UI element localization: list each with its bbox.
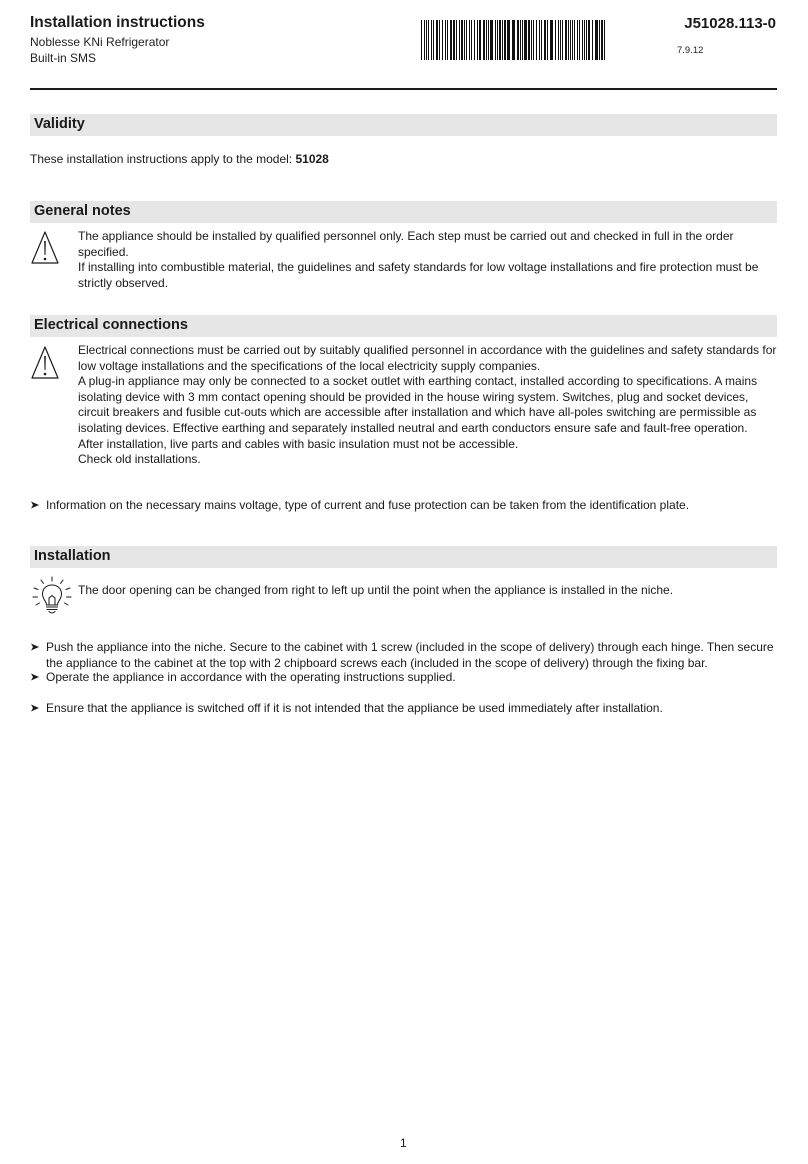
section-heading-validity bbox=[30, 114, 777, 136]
lightbulb-icon bbox=[30, 576, 74, 616]
bullet-text: Operate the appliance in accordance with the operating instructions supplied. bbox=[46, 670, 456, 684]
product-variant: Built-in SMS bbox=[30, 51, 97, 65]
validity-text bbox=[30, 152, 329, 168]
barcode bbox=[421, 20, 605, 60]
section-title: Validity bbox=[34, 116, 85, 132]
paragraph: The appliance should be installed by qualified personnel only. Each step must be carried out and checked in full in the order specified. bbox=[78, 229, 734, 259]
arrow-bullet-icon bbox=[30, 672, 40, 682]
header-divider bbox=[30, 88, 777, 90]
paragraph: After installation, live parts and cables with basic insulation must not be accessible. bbox=[78, 436, 519, 451]
document-date: 7.9.12 bbox=[677, 45, 704, 56]
bullet-text: Information on the necessary mains voltage, type of current and fuse protection can be taken from the identification plate. bbox=[46, 498, 690, 512]
arrow-bullet-icon bbox=[30, 703, 40, 713]
section-heading-general-notes bbox=[30, 201, 777, 223]
page-number: 1 bbox=[400, 1136, 407, 1150]
installation-tip: The door opening can be changed from right to left up until the point when the appliance is installed in the niche. bbox=[78, 583, 674, 597]
bullet-text: Push the appliance into the niche. Secure to the cabinet with 1 screw (included in the scope of delivery) through each hinge. Then secure the appliance to the cabinet at the top with 2 chipboard screws each (included in the scope of delivery) through the fixing bar. bbox=[46, 640, 774, 670]
document-title: Installation instructions bbox=[30, 14, 205, 31]
validity-text-prefix: These installation instructions apply to the model: bbox=[30, 152, 296, 166]
bullet-text: Ensure that the appliance is switched off if it is not intended that the appliance be used immediately after installation. bbox=[46, 701, 663, 715]
paragraph: Check old installations. bbox=[78, 452, 201, 467]
section-title: Electrical connections bbox=[34, 317, 188, 333]
model-number: 51028 bbox=[295, 152, 329, 166]
warning-icon bbox=[30, 344, 60, 382]
electrical-connections-text bbox=[78, 343, 778, 468]
general-notes-text bbox=[78, 229, 778, 291]
warning-icon bbox=[30, 229, 60, 267]
section-heading-electrical-connections bbox=[30, 315, 777, 337]
section-title: Installation bbox=[34, 548, 111, 564]
section-heading-installation bbox=[30, 546, 777, 568]
arrow-bullet-icon bbox=[30, 500, 40, 510]
paragraph: If installing into combustible material, the guidelines and safety standards for low voltage installations and fire protection must be strictly observed. bbox=[78, 260, 759, 290]
paragraph: A plug-in appliance may only be connected to a socket outlet with earthing contact, installed according to specifications. A mains isolating device with 3 mm contact opening should be provided in the house wiring system. Switches, plug and socket devices, circuit breakers and fusible cut-outs which are accessible after installation and which have all-poles switching are permissible as isolating devices. Effective earthing and separately installed neutral and earth conductors ensure safe and fault-free operation. bbox=[78, 374, 758, 435]
arrow-bullet-icon bbox=[30, 642, 40, 652]
document-number: J51028.113-0 bbox=[684, 15, 776, 32]
section-title: General notes bbox=[34, 203, 131, 219]
paragraph: Electrical connections must be carried out by suitably qualified personnel in accordance with the guidelines and safety standards for low voltage installations and the specifications of the local electricity supply companies. bbox=[78, 343, 777, 373]
product-name: Noblesse KNi Refrigerator bbox=[30, 35, 170, 49]
